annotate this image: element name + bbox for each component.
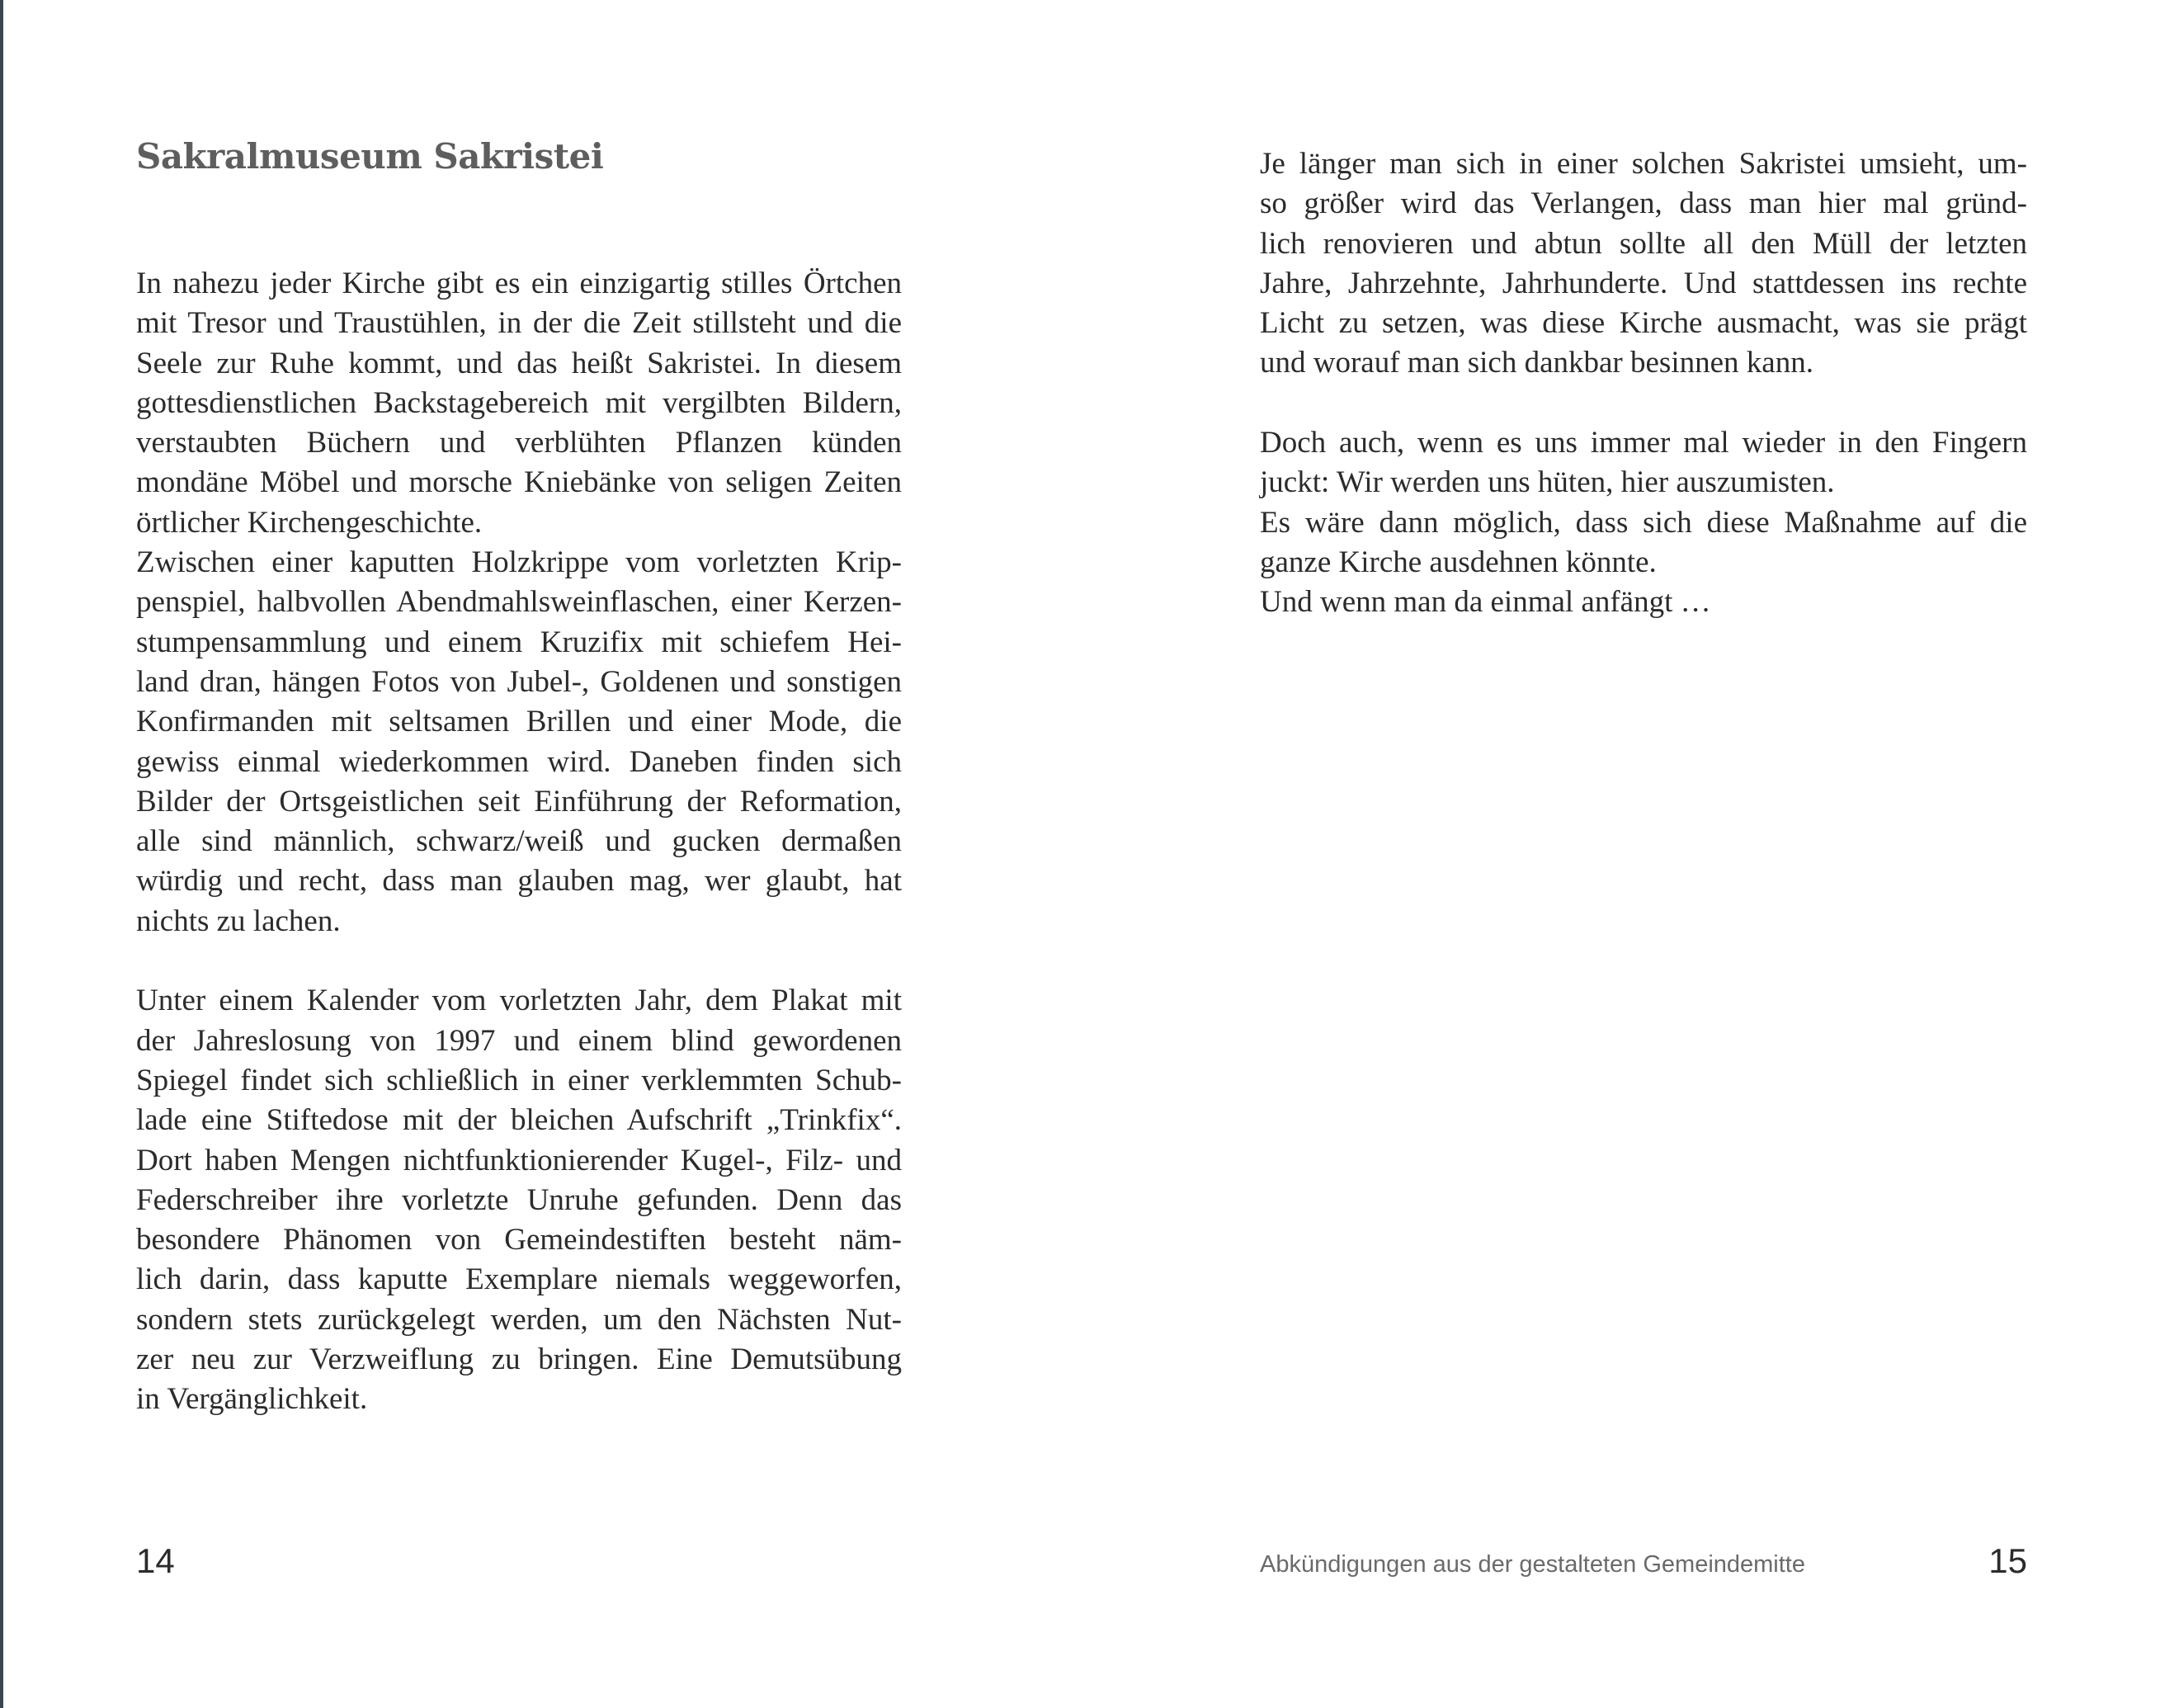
- text-line: so größer wird das Verlangen, dass man hier mal gründ-: [1260, 186, 2027, 221]
- text-line: gewiss einmal wiederkommen wird. Daneben finden sich: [136, 744, 902, 779]
- text-line: lade eine Stiftedose mit der bleichen Aufschrift „Trinkfix“.: [136, 1103, 902, 1138]
- text-line: mit Tresor und Traustühlen, in der die Zeit stillsteht und die: [136, 306, 902, 341]
- text-line: alle sind männlich, schwarz/weiß und gucken dermaßen: [136, 824, 902, 859]
- right-page: [1260, 0, 2027, 1708]
- text-line: besondere Phänomen von Gemeindestiften besteht näm-: [136, 1223, 902, 1257]
- text-line: lich darin, dass kaputte Exemplare niemals weggeworfen,: [136, 1262, 902, 1297]
- text-line: Licht zu setzen, was diese Kirche ausmacht, was sie prägt: [1260, 306, 2027, 341]
- book-spine-edge: [0, 0, 3, 1708]
- text-line: sondern stets zurückgelegt werden, um den Nächsten Nut-: [136, 1302, 902, 1337]
- running-footer: Abkündigungen aus der gestalteten Gemeindemitte: [1260, 1551, 1805, 1578]
- text-line: und worauf man sich dankbar besinnen kann.: [1260, 346, 1813, 380]
- left-body-text: [136, 264, 902, 1420]
- text-line: Spiegel findet sich schließlich in einer verklemmten Schub-: [136, 1063, 902, 1097]
- paragraph-gap: [1260, 384, 2027, 423]
- text-line: In nahezu jeder Kirche gibt es ein einzigartig stilles Örtchen: [136, 267, 902, 300]
- text-line: zer neu zur Verzweiflung zu bringen. Eine Demutsübung: [136, 1342, 902, 1377]
- left-page: [136, 0, 902, 1708]
- text-line: Federschreiber ihre vorletzte Unruhe gefunden. Denn das: [136, 1182, 902, 1217]
- text-line: der Jahreslosung von 1997 und einem blind gewordenen: [136, 1023, 902, 1058]
- page-title: Sakralmuseum Sakristei: [136, 136, 604, 177]
- text-line: lich renovieren und abtun sollte all den Müll der letzten: [1260, 226, 2027, 261]
- text-line: Dort haben Mengen nichtfunktionierender Kugel-, Filz- und: [136, 1143, 902, 1177]
- text-line: Zwischen einer kaputten Holzkrippe vom vorletzten Krip-: [136, 545, 902, 580]
- text-line: Unter einem Kalender vom vorletzten Jahr, dem Plakat mit: [136, 984, 902, 1018]
- text-line: Konfirmanden mit seltsamen Brillen und einer Mode, die: [136, 705, 902, 739]
- text-line: würdig und recht, dass man glauben mag, wer glaubt, hat: [136, 864, 902, 899]
- text-line: in Vergänglichkeit.: [136, 1382, 368, 1417]
- text-line: örtlicher Kirchengeschichte.: [136, 505, 483, 540]
- text-line: Seele zur Ruhe kommt, und das heißt Sakristei. In diesem: [136, 346, 902, 380]
- paragraph-gap: [136, 941, 902, 981]
- text-line: Jahre, Jahrzehnte, Jahrhunderte. Und stattdessen ins rechte: [1260, 266, 2027, 300]
- text-line: verstaubten Büchern und verblühten Pflanzen künden: [136, 426, 902, 460]
- page-number-left: 14: [136, 1541, 175, 1580]
- text-line: mondäne Möbel und morsche Kniebänke von seligen Zeiten: [136, 465, 902, 500]
- text-line: Doch auch, wenn es uns immer mal wieder in den Fingern: [1260, 426, 2027, 460]
- text-line: Je länger man sich in einer solchen Sakristei umsieht, um-: [1260, 147, 2027, 181]
- text-line: stumpensammlung und einem Kruzifix mit schiefem Hei-: [136, 625, 902, 659]
- text-line: land dran, hängen Fotos von Jubel-, Goldenen und sonstigen: [136, 664, 902, 699]
- page-number-right: 15: [1988, 1541, 2027, 1580]
- right-body-text: [1260, 144, 2027, 623]
- text-line: penspiel, halbvollen Abendmahlsweinflaschen, einer Kerzen-: [136, 585, 902, 620]
- text-line: ganze Kirche ausdehnen könnte.: [1260, 545, 1657, 579]
- text-line: juckt: Wir werden uns hüten, hier auszumisten.: [1260, 465, 1835, 500]
- text-line: gottesdienstlichen Backstagebereich mit vergilbten Bildern,: [136, 385, 902, 420]
- text-line: Und wenn man da einmal anfängt …: [1260, 585, 1711, 620]
- text-line: nichts zu lachen.: [136, 904, 341, 938]
- text-line: Es wäre dann möglich, dass sich diese Maßnahme auf die: [1260, 505, 2027, 540]
- text-line: Bilder der Ortsgeistlichen seit Einführung der Reformation,: [136, 784, 902, 819]
